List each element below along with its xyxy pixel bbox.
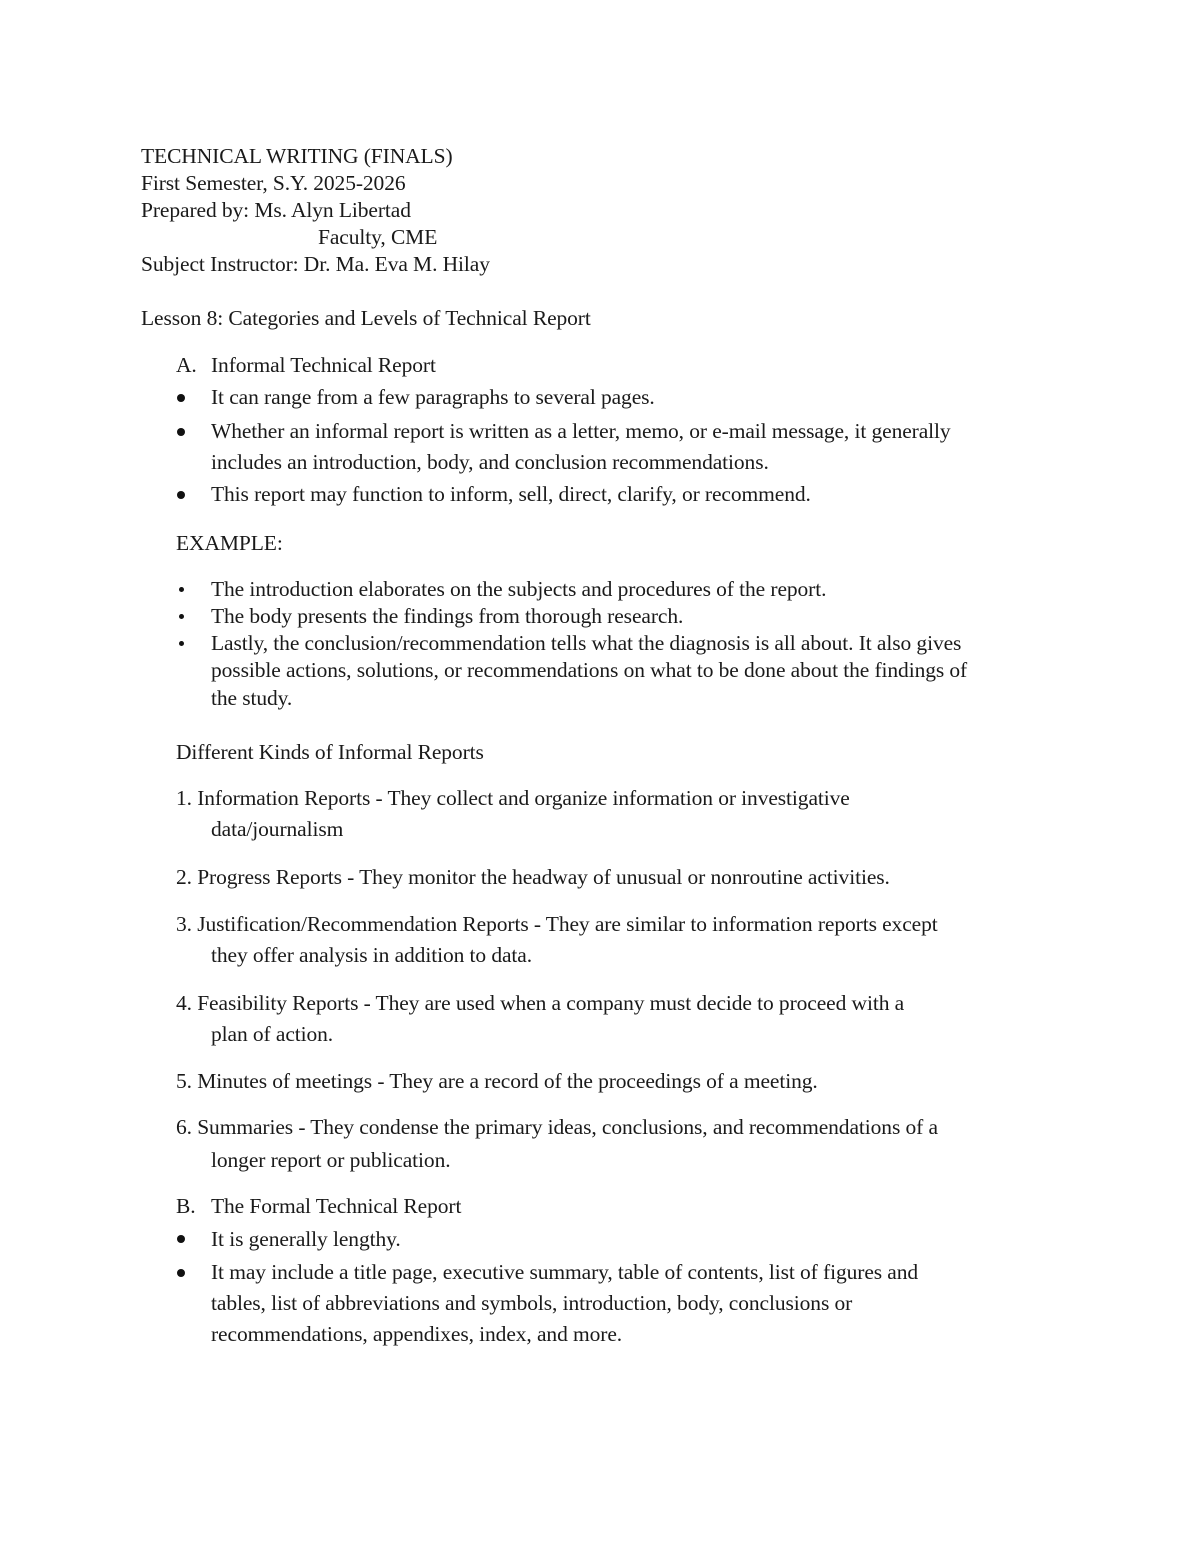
kinds-item-4-line-2: plan of action.: [211, 1022, 334, 1046]
section-a-bullet-2-line-2: includes an introduction, body, and conclusion recommendations.: [211, 450, 769, 474]
section-a-bullet-1: It can range from a few paragraphs to several pages.: [211, 385, 655, 409]
faculty-line: Faculty, CME: [318, 225, 438, 249]
kinds-item-4-line-1: 4. Feasibility Reports - They are used when a company must decide to proceed with a: [176, 991, 905, 1015]
bullet-icon: [177, 428, 185, 436]
kinds-item-2: 2. Progress Reports - They monitor the headway of unusual or nonroutine activities.: [176, 865, 890, 889]
section-a-bullet-3: This report may function to inform, sell, direct, clarify, or recommend.: [211, 482, 811, 506]
bullet-icon: [179, 641, 184, 646]
kinds-item-3-line-1: 3. Justification/Recommendation Reports - They are similar to information reports except: [176, 912, 938, 936]
section-b-bullet-2-line-2: tables, list of abbreviations and symbols, introduction, body, conclusions or: [211, 1291, 853, 1315]
bullet-icon: [177, 491, 185, 499]
section-b-bullet-1: It is generally lengthy.: [211, 1227, 401, 1251]
kinds-item-6-line-1: 6. Summaries - They condense the primary ideas, conclusions, and recommendations of a: [176, 1115, 938, 1139]
example-item-3-line-1: Lastly, the conclusion/recommendation tells what the diagnosis is all about. It also gives: [211, 631, 962, 655]
example-item-3-line-2: possible actions, solutions, or recommendations on what to be done about the findings of: [211, 658, 968, 682]
lesson-title: Lesson 8: Categories and Levels of Technical Report: [141, 306, 591, 330]
bullet-icon: [177, 1269, 185, 1277]
section-a-marker: A.: [176, 353, 197, 377]
kinds-heading: Different Kinds of Informal Reports: [176, 740, 484, 764]
example-label: EXAMPLE:: [176, 531, 283, 555]
section-a-heading: Informal Technical Report: [211, 353, 436, 377]
section-b-bullet-2-line-1: It may include a title page, executive summary, table of contents, list of figures and: [211, 1260, 919, 1284]
kinds-item-6-line-2: longer report or publication.: [211, 1148, 451, 1172]
prepared-by-line: Prepared by: Ms. Alyn Libertad: [141, 198, 411, 222]
section-b-marker: B.: [176, 1194, 196, 1218]
document-title: TECHNICAL WRITING (FINALS): [141, 144, 453, 168]
section-a-bullet-2-line-1: Whether an informal report is written as a letter, memo, or e-mail message, it generally: [211, 419, 951, 443]
example-item-3-line-3: the study.: [211, 686, 293, 710]
kinds-item-1-line-2: data/journalism: [211, 817, 344, 841]
kinds-item-3-line-2: they offer analysis in addition to data.: [211, 943, 533, 967]
semester-line: First Semester, S.Y. 2025-2026: [141, 171, 406, 195]
kinds-item-5: 5. Minutes of meetings - They are a record of the proceedings of a meeting.: [176, 1069, 818, 1093]
example-item-1: The introduction elaborates on the subjects and procedures of the report.: [211, 577, 827, 601]
bullet-icon: [177, 394, 185, 402]
instructor-line: Subject Instructor: Dr. Ma. Eva M. Hilay: [141, 252, 490, 276]
bullet-icon: [177, 1235, 185, 1243]
kinds-item-1-line-1: 1. Information Reports - They collect and organize information or investigative: [176, 786, 850, 810]
bullet-icon: [179, 587, 184, 592]
section-b-heading: The Formal Technical Report: [211, 1194, 462, 1218]
bullet-icon: [179, 614, 184, 619]
section-b-bullet-2-line-3: recommendations, appendixes, index, and more.: [211, 1322, 623, 1346]
example-item-2: The body presents the findings from thorough research.: [211, 604, 684, 628]
